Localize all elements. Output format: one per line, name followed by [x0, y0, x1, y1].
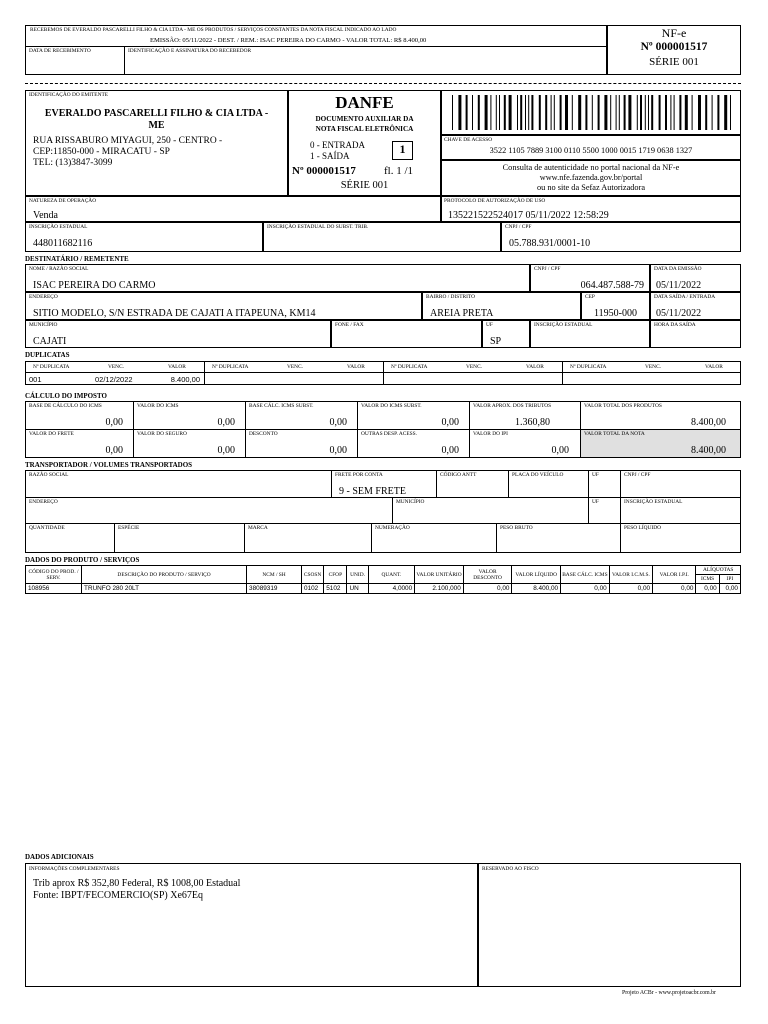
col-ncm: NCM / SH: [247, 566, 302, 584]
col-vunit: VALOR UNITÁRIO: [415, 566, 464, 584]
danfe-tipo: 1: [399, 142, 406, 156]
ipi: 0,00: [551, 445, 569, 456]
cell-descricao: TRUNFO 280 20LT: [82, 584, 247, 594]
dest-endereco-label: ENDEREÇO: [29, 294, 58, 300]
cell-csosn: 0102: [302, 584, 324, 594]
transp-box: [25, 470, 741, 553]
transp-marca-label: MARCA: [248, 525, 268, 531]
protocolo-label: PROTOCOLO DE AUTORIZAÇÃO DE USO: [444, 198, 546, 204]
total-nota-label: VALOR TOTAL DA NOTA: [584, 431, 645, 437]
dest-hora-label: HORA DA SAÍDA: [654, 322, 696, 328]
emitente-nome: EVERALDO PASCARELLI FILHO & CIA LTDA -: [44, 108, 269, 119]
outras-label: OUTRAS DESP. ACESS.: [361, 431, 418, 437]
seguro: 0,00: [217, 445, 235, 456]
assinatura-label: IDENTIFICAÇÃO E ASSINATURA DO RECEBEDOR: [128, 48, 252, 54]
dest-cnpj-label: CNPJ / CPF: [534, 266, 561, 272]
canhoto-summary: EMISSÃO: 05/11/2022 - DEST. / REM.: ISAC PEREIRA DO CARMO - VALOR TOTAL: R$ 8.400,00: [150, 37, 427, 44]
dup-h-valor-4: VALOR: [705, 364, 723, 370]
col-vdesc: VALOR DESCONTO: [463, 566, 512, 584]
dest-ie-label: INSCRIÇÃO ESTADUAL: [534, 322, 593, 328]
danfe-numero: Nº 000001517: [292, 165, 356, 177]
cell-quant: 4,0000: [368, 584, 415, 594]
emitente-nome-2: ME: [148, 120, 165, 131]
duplicatas-section: DUPLICATAS: [25, 351, 70, 359]
dup-h-num-1: Nº DUPLICATA: [33, 364, 70, 370]
dest-bairro-label: BAIRRO / DISTRITO: [426, 294, 476, 300]
frete: 0,00: [105, 445, 123, 456]
info-line2: Fonte: IBPT/FECOMERCIO(SP) Xe67Eq: [33, 890, 204, 901]
emitente-telefone: TEL: (13)3847-3099: [33, 158, 113, 168]
danfe-serie: SÉRIE 001: [340, 180, 389, 191]
col-descricao: DESCRIÇÃO DO PRODUTO / SERVIÇO: [82, 566, 247, 584]
seguro-label: VALOR DO SEGURO: [137, 431, 187, 437]
protocolo-value: 135221522524017 05/11/2022 12:58:29: [448, 210, 609, 221]
transp-numeracao-label: NUMERAÇÃO: [375, 525, 410, 531]
dup-h-venc-2: VENC.: [287, 364, 304, 370]
dest-mun-box: [25, 320, 331, 348]
products-table: [25, 565, 741, 594]
desconto-label: DESCONTO: [249, 431, 278, 437]
produtos-label: VALOR TOTAL DOS PRODUTOS: [584, 403, 662, 409]
col-quant: QUANT.: [368, 566, 415, 584]
barcode-image: [452, 95, 732, 130]
chave-label: CHAVE DE ACESSO: [444, 137, 493, 143]
transp-placa-label: PLACA DO VEÍCULO: [512, 472, 564, 478]
dest-nome: ISAC PEREIRA DO CARMO: [33, 280, 156, 291]
bc-icms: 0,00: [105, 417, 123, 428]
consulta-line2: www.nfe.fazenda.gov.br/portal: [539, 173, 643, 182]
dup-h-venc-1: VENC.: [108, 364, 125, 370]
col-vipi: VALOR I.P.I.: [653, 566, 696, 584]
dup-h-venc-4: VENC.: [645, 364, 662, 370]
dest-cep-label: CEP: [585, 294, 595, 300]
cell-vipi: 0,00: [653, 584, 696, 594]
transp-bruto-label: PESO BRUTO: [500, 525, 533, 531]
dup-h-valor-2: VALOR: [347, 364, 365, 370]
cell-codigo: 108956: [26, 584, 82, 594]
ie-label: INSCRIÇÃO ESTADUAL: [29, 224, 88, 230]
dest-cep: 11950-000: [594, 308, 637, 319]
ie-st-label: INSCRIÇÃO ESTADUAL DO SUBST. TRIB.: [267, 224, 369, 230]
icms-st: 0,00: [441, 417, 459, 428]
cell-aipi: 0,00: [719, 584, 740, 594]
transp-endereco-label: ENDEREÇO: [29, 499, 58, 505]
col-csosn: CSOSN: [302, 566, 324, 584]
transp-uf2-label: UF: [592, 499, 599, 505]
cell-vliq: 8.400,00: [512, 584, 561, 594]
total-nota: 8.400,00: [691, 445, 726, 456]
natureza-label: NATUREZA DE OPERAÇÃO: [29, 198, 97, 204]
natureza-value: Venda: [33, 210, 58, 221]
fisco-box: [478, 863, 741, 987]
cnpj-emit-label: CNPJ / CPF: [505, 224, 532, 230]
cell-vdesc: 0,00: [463, 584, 512, 594]
col-codigo: CÓDIGO DO PROD. / SERV.: [26, 566, 82, 584]
emitente-label: IDENTIFICAÇÃO DO EMITENTE: [29, 92, 109, 98]
tributos-label: VALOR APROX. DOS TRIBUTOS: [473, 403, 552, 409]
danfe-entrada: 0 - ENTRADA: [310, 140, 365, 150]
cell-unid: UN: [347, 584, 368, 594]
danfe-sub1: DOCUMENTO AUXILIAR DA: [315, 115, 414, 123]
bc-icms-label: BASE DE CÁLCULO DO ICMS: [29, 403, 102, 409]
dest-nome-label: NOME / RAZÃO SOCIAL: [29, 266, 89, 272]
dup-h-valor-1: VALOR: [168, 364, 186, 370]
frete-label: VALOR DO FRETE: [29, 431, 74, 437]
col-aicms: ICMS: [696, 575, 719, 584]
dest-saida-label: DATA SAÍDA / ENTRADA: [654, 294, 716, 300]
dup-num: 001: [29, 375, 42, 384]
dest-emissao-label: DATA DA EMISSÃO: [654, 266, 702, 272]
dup-valor: 8.400,00: [170, 375, 200, 384]
cell-vunit: 2.100,000: [415, 584, 464, 594]
emitente-endereco: RUA RISSABURO MIYAGUI, 250 - CENTRO -: [33, 136, 223, 146]
consulta-line3: ou no site da Sefaz Autorizadora: [536, 183, 646, 192]
danfe-title: DANFE: [335, 93, 394, 112]
total-produtos: 8.400,00: [691, 417, 726, 428]
icms: 0,00: [217, 417, 235, 428]
adicionais-section: DADOS ADICIONAIS: [25, 853, 94, 861]
dest-endereco: SITIO MODELO, S/N ESTRADA DE CAJATI A ITAPEUNA, KM14: [33, 308, 316, 319]
dest-fone-label: FONE / FAX: [335, 322, 364, 328]
icms-label: VALOR DO ICMS: [137, 403, 179, 409]
col-aliq: ALÍQUOTAS: [696, 566, 741, 575]
bc-st: 0,00: [329, 417, 347, 428]
ie-value: 448011682116: [33, 238, 93, 249]
transp-razao-label: RAZÃO SOCIAL: [29, 472, 69, 478]
ipi-label: VALOR DO IPI: [473, 431, 508, 437]
info-label: INFORMAÇÕES COMPLEMENTARES: [29, 866, 120, 872]
transportador-section: TRANSPORTADOR / VOLUMES TRANSPORTADOS: [25, 461, 193, 469]
dup-h-num-3: Nº DUPLICATA: [391, 364, 428, 370]
dup-h-valor-3: VALOR: [526, 364, 544, 370]
cnpj-emit-value: 05.788.931/0001-10: [509, 238, 591, 249]
dest-cnpj: 064.487.588-79: [580, 280, 644, 291]
transp-ie-label: INSCRIÇÃO ESTADUAL: [624, 499, 683, 505]
footer-text: Projeto ACBr - www.projetoacbr.com.br: [622, 990, 716, 996]
danfe-folha: fl. 1 /1: [384, 165, 414, 177]
dest-municipio: CAJATI: [33, 336, 67, 347]
cell-vicms: 0,00: [609, 584, 652, 594]
dup-h-num-4: Nº DUPLICATA: [570, 364, 607, 370]
dest-municipio-label: MUNICÍPIO: [29, 322, 58, 328]
col-vicms: VALOR I.C.M.S.: [609, 566, 652, 584]
canhoto-nfe: NF-e: [661, 26, 687, 40]
icms-st-label: VALOR DO ICMS SUBST.: [361, 403, 422, 409]
transp-frete: 9 - SEM FRETE: [339, 486, 406, 497]
transp-quantidade-label: QUANTIDADE: [29, 525, 65, 531]
fisco-label: RESERVADO AO FISCO: [482, 866, 539, 872]
desconto: 0,00: [329, 445, 347, 456]
danfe-saida: 1 - SAÍDA: [310, 151, 350, 161]
transp-liquido-label: PESO LÍQUIDO: [624, 525, 661, 531]
canhoto-numero: Nº 000001517: [640, 41, 708, 53]
table-row: [26, 584, 741, 594]
consulta-line1: Consulta de autenticidade no portal nacional da NF-e: [502, 163, 680, 172]
tributos: 1.360,80: [515, 417, 550, 428]
dup-h-num-2: Nº DUPLICATA: [212, 364, 249, 370]
transp-uf-label: UF: [592, 472, 599, 478]
col-bc: BASE CÁLC. ICMS: [561, 566, 610, 584]
transp-especie-label: ESPÉCIE: [118, 525, 140, 531]
dest-saida: 05/11/2022: [656, 308, 702, 319]
col-unid: UNID.: [347, 566, 368, 584]
dup-h-venc-3: VENC.: [466, 364, 483, 370]
info-line1: Trib aprox R$ 352,80 Federal, R$ 1008,00 Estadual: [33, 878, 241, 889]
dest-bairro: AREIA PRETA: [430, 308, 494, 319]
cell-cfop: 5102: [324, 584, 347, 594]
produtos-section: DADOS DO PRODUTO / SERVIÇOS: [25, 556, 140, 564]
transp-frete-label: FRETE POR CONTA: [335, 472, 383, 478]
bc-st-label: BASE CÁLC. ICMS SUBST.: [249, 403, 314, 409]
col-cfop: CFOP: [324, 566, 347, 584]
cell-bc: 0,00: [561, 584, 610, 594]
transp-municipio-label: MUNICÍPIO: [396, 499, 425, 505]
cell-aicms: 0,00: [696, 584, 719, 594]
cell-ncm: 38089319: [247, 584, 302, 594]
transp-antt-label: CÓDIGO ANTT: [440, 472, 477, 478]
dup-venc: 02/12/2022: [95, 375, 133, 384]
dest-emissao: 05/11/2022: [656, 280, 702, 291]
destinatario-section: DESTINATÁRIO / REMETENTE: [25, 255, 129, 263]
dest-uf-label: UF: [486, 322, 493, 328]
col-aipi: IPI: [719, 575, 740, 584]
outras: 0,00: [441, 445, 459, 456]
col-vliq: VALOR LÍQUIDO: [512, 566, 561, 584]
chave-value: 3522 1105 7889 3100 0110 5500 1000 0015 1719 0638 1327: [489, 146, 693, 155]
danfe-sub2: NOTA FISCAL ELETRÔNICA: [315, 125, 414, 133]
cut-line: [25, 83, 741, 84]
emitente-cep: CEP:11850-000 - MIRACATU - SP: [33, 147, 170, 157]
canhoto-text: RECEBEMOS DE EVERALDO PASCARELLI FILHO & CIA LTDA - ME OS PRODUTOS / SERVIÇOS CONSTANTES DA NOTA FISCAL INDICADO AO LADO: [30, 27, 397, 33]
transp-cnpj-label: CNPJ / CPF: [624, 472, 651, 478]
imposto-section: CÁLCULO DO IMPOSTO: [25, 392, 107, 400]
dest-uf: SP: [490, 336, 502, 347]
data-recebimento-label: DATA DE RECEBIMENTO: [29, 48, 91, 54]
canhoto-serie: SÉRIE 001: [649, 56, 699, 68]
